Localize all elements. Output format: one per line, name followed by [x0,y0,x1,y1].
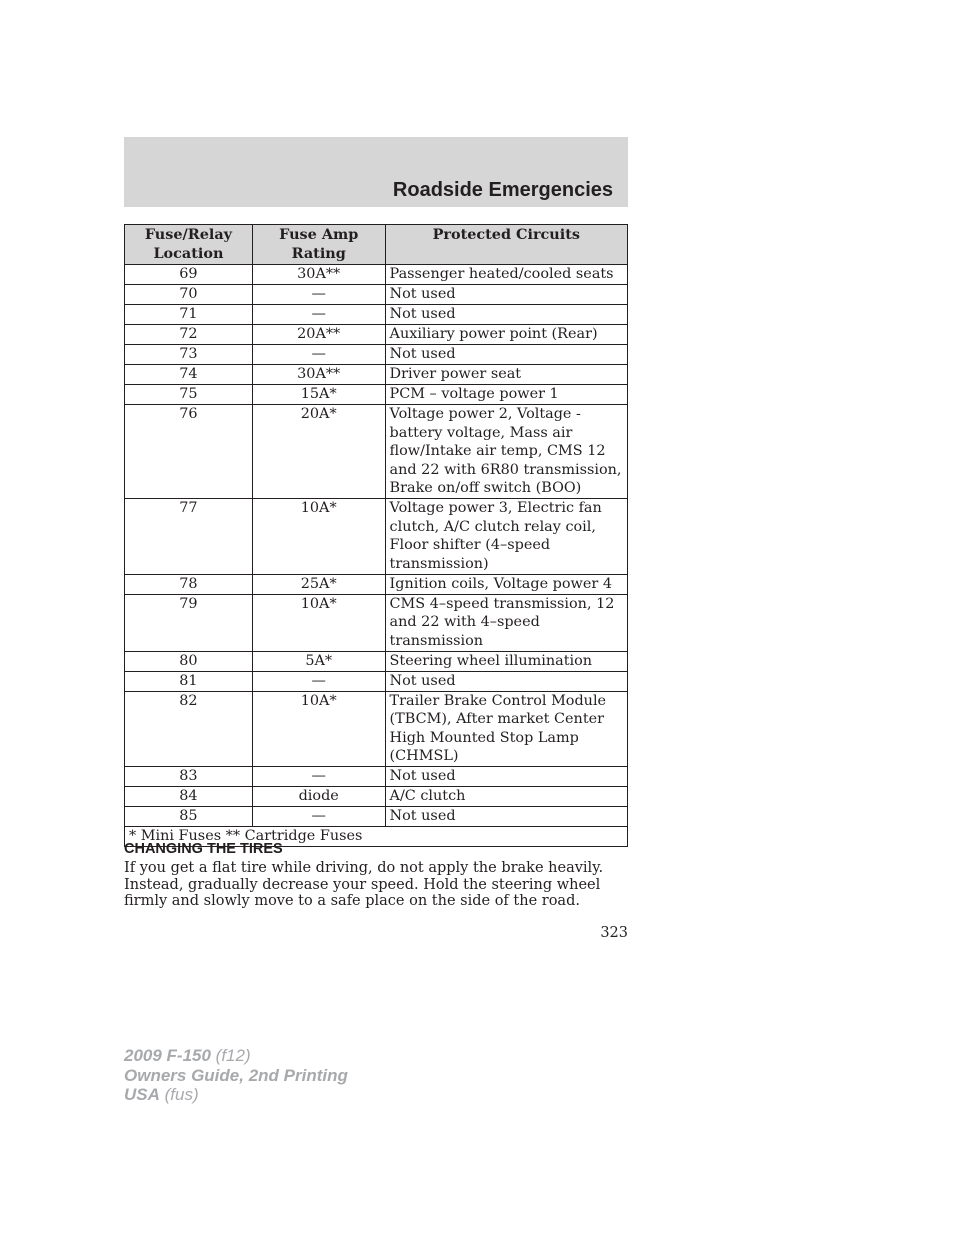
table-row [125,574,628,594]
table-row [125,787,628,807]
fuse-rating-cell: 15A* [252,385,385,405]
table-row [125,405,628,499]
fuse-location-cell: 82 [125,691,253,767]
protected-circuits-cell: Trailer Brake Control Module (TBCM), After market Center High Mounted Stop Lamp (CHMSL) [385,691,627,767]
fuse-rating-cell: — [252,285,385,305]
table-row [125,499,628,575]
fuse-rating-cell: 10A* [252,499,385,575]
fuse-rating-cell: — [252,305,385,325]
fuse-rating-cell: 10A* [252,691,385,767]
protected-circuits-cell: Voltage power 2, Voltage - battery voltage, Mass air flow/Intake air temp, CMS 12 and 22 with 6R80 transmission, Brake on/off switch (BOO) [385,405,627,499]
protected-circuits-cell: Steering wheel illumination [385,651,627,671]
page-number: 323 [600,925,628,941]
fuse-location-cell: 83 [125,767,253,787]
fuse-location-cell: 81 [125,671,253,691]
changing-tires-body: If you get a flat tire while driving, do not apply the brake heavily. Instead, gradually decrease your speed. Hold the steering wheel firmly and slowly move to a safe place on the side of the road. [124,860,604,909]
fuse-location-cell: 76 [125,405,253,499]
footer-line-2: Owners Guide, 2nd Printing [124,1065,348,1085]
fuse-location-cell: 71 [125,305,253,325]
protected-circuits-cell: Not used [385,345,627,365]
fuse-table [124,224,628,847]
protected-circuits-cell: Driver power seat [385,365,627,385]
fuse-rating-cell: 30A** [252,365,385,385]
footer-model: 2009 F-150 [124,1046,211,1065]
footer-market: USA [124,1085,160,1104]
table-row [125,807,628,827]
protected-circuits-cell: Not used [385,767,627,787]
protected-circuits-cell: Not used [385,807,627,827]
fuse-location-cell: 75 [125,385,253,405]
table-row [125,305,628,325]
footer-line-3 [124,1085,348,1105]
fuse-rating-cell: — [252,767,385,787]
fuse-location-cell: 78 [125,574,253,594]
footer-market-code: (fus) [159,1085,199,1104]
footer-model-code: (f12) [210,1046,251,1065]
table-row [125,767,628,787]
section-header-band [124,137,628,207]
fuse-rating-cell: 5A* [252,651,385,671]
protected-circuits-cell: A/C clutch [385,787,627,807]
changing-tires-heading: CHANGING THE TIRES [124,841,283,857]
table-row [125,285,628,305]
fuse-location-cell: 70 [125,285,253,305]
fuse-location-cell: 72 [125,325,253,345]
table-row [125,594,628,651]
header-protected-circuits: Protected Circuits [385,225,627,265]
protected-circuits-cell: CMS 4–speed transmission, 12 and 22 with 4–speed transmission [385,594,627,651]
header-fuse-amp-rating: Fuse Amp Rating [252,225,385,265]
fuse-location-cell: 74 [125,365,253,385]
fuse-location-cell: 69 [125,265,253,285]
fuse-rating-cell: — [252,671,385,691]
footer [124,1046,348,1105]
protected-circuits-cell: Voltage power 3, Electric fan clutch, A/C clutch relay coil, Floor shifter (4–speed transmission) [385,499,627,575]
fuse-rating-cell: 25A* [252,574,385,594]
table-row [125,385,628,405]
table-row [125,265,628,285]
protected-circuits-cell: Ignition coils, Voltage power 4 [385,574,627,594]
protected-circuits-cell: Auxiliary power point (Rear) [385,325,627,345]
section-title: Roadside Emergencies [392,179,613,201]
fuse-location-cell: 77 [125,499,253,575]
fuse-rating-cell: 20A* [252,405,385,499]
fuse-rating-cell: — [252,807,385,827]
fuse-location-cell: 79 [125,594,253,651]
fuse-location-cell: 85 [125,807,253,827]
protected-circuits-cell: Not used [385,671,627,691]
table-header-row [125,225,628,265]
table-row [125,651,628,671]
footer-line-1 [124,1046,348,1066]
table-row [125,691,628,767]
fuse-rating-cell: diode [252,787,385,807]
table-row [125,345,628,365]
header-fuse-relay-location: Fuse/Relay Location [125,225,253,265]
fuse-rating-cell: 10A* [252,594,385,651]
protected-circuits-cell: PCM – voltage power 1 [385,385,627,405]
table-footnote: * Mini Fuses ** Cartridge Fuses [125,827,628,847]
fuse-rating-cell: 20A** [252,325,385,345]
fuse-location-cell: 73 [125,345,253,365]
fuse-location-cell: 80 [125,651,253,671]
fuse-rating-cell: — [252,345,385,365]
protected-circuits-cell: Not used [385,305,627,325]
fuse-location-cell: 84 [125,787,253,807]
table-row [125,365,628,385]
fuse-rating-cell: 30A** [252,265,385,285]
protected-circuits-cell: Not used [385,285,627,305]
table-row [125,671,628,691]
table-row [125,325,628,345]
protected-circuits-cell: Passenger heated/cooled seats [385,265,627,285]
